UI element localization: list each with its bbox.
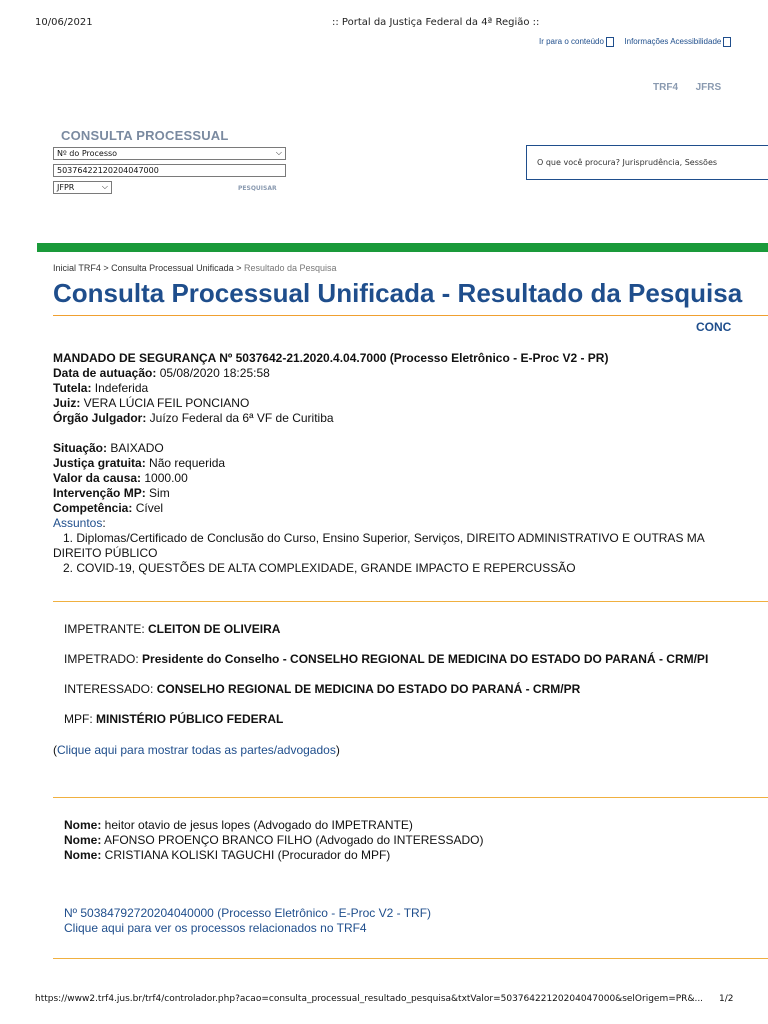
- print-title: :: Portal da Justiça Federal da 4ª Região ::: [332, 17, 540, 28]
- parties-list: [64, 622, 708, 742]
- breadcrumb-sep: >: [100, 263, 112, 273]
- section-rule-1: [53, 601, 768, 602]
- field-value: 05/08/2020 18:25:58: [156, 366, 270, 380]
- nav-trf4[interactable]: TRF4: [653, 82, 678, 93]
- green-divider: [37, 243, 768, 252]
- process-field: [53, 456, 705, 471]
- field-label: Nome:: [64, 818, 102, 832]
- field-label: Intervenção MP:: [53, 486, 146, 500]
- process-field: [53, 486, 705, 501]
- process-field: [53, 381, 705, 396]
- site-search-placeholder: O que você procura? Jurisprudência, Sessões: [537, 158, 718, 167]
- assuntos-heading: [53, 516, 705, 531]
- section-rule-2: [53, 797, 768, 798]
- print-footer-page: 1/2: [719, 994, 734, 1004]
- lawyer-row: [64, 848, 483, 863]
- process-number-value: 50376422120204047000: [57, 166, 159, 175]
- key-1-badge: [606, 37, 614, 47]
- process-fields-2: [53, 441, 705, 516]
- field-label: Competência:: [53, 501, 133, 515]
- field-value: heitor otavio de jesus lopes (Advogado do IMPETRANTE): [101, 818, 413, 832]
- section-rule-3: [53, 958, 768, 959]
- process-field: [53, 441, 705, 456]
- party-name: MINISTÉRIO PÚBLICO FEDERAL: [96, 712, 284, 726]
- paren-open: (: [53, 743, 57, 757]
- field-label: Situação:: [53, 441, 108, 455]
- breadcrumb-current: Resultado da Pesquisa: [243, 263, 337, 273]
- lawyer-row: [64, 833, 483, 848]
- page-title: Consulta Processual Unificada - Resultado da Pesquisa: [53, 278, 743, 308]
- assunto-item: 1. Diplomas/Certificado de Conclusão do Curso, Ensino Superior, Serviços, DIREITO ADMINISTRATIVO E OUTRAS MA: [63, 531, 705, 545]
- party-name: CONSELHO REGIONAL DE MEDICINA DO ESTADO DO PARANÁ - CRM/PR: [156, 682, 581, 696]
- party-row: [64, 712, 708, 742]
- field-label: Nome:: [64, 833, 102, 847]
- related-process-link[interactable]: Nº 50384792720204040000 (Processo Eletrônico - E-Proc V2 - TRF): [64, 906, 432, 920]
- party-role: MPF:: [64, 712, 96, 726]
- party-role: IMPETRANTE:: [64, 622, 149, 636]
- breadcrumb: [53, 263, 337, 273]
- process-field: [53, 411, 705, 426]
- party-row: [64, 682, 708, 712]
- field-label: Nome:: [64, 848, 102, 862]
- related-section: [64, 906, 431, 936]
- process-details: [53, 351, 705, 576]
- search-type-select[interactable]: [53, 147, 286, 160]
- field-label: Órgão Julgador:: [53, 411, 147, 425]
- party-name: Presidente do Conselho - CONSELHO REGIONAL DE MEDICINA DO ESTADO DO PARANÁ - CRM/PI: [142, 652, 709, 666]
- process-field: [53, 471, 705, 486]
- paren-close: ): [335, 743, 340, 757]
- breadcrumb-sep: >: [233, 263, 244, 273]
- key-2-badge: [723, 37, 731, 47]
- field-value: 1000.00: [141, 471, 188, 485]
- print-footer-url: https://www2.trf4.jus.br/trf4/controlador.php?acao=consulta_processual_resultado_pesquisa&txtValor=50376422120204047000&selOrigem=PR&...: [35, 994, 703, 1004]
- show-all-parties-link[interactable]: Clique aqui para mostrar todas as partes/advogados: [57, 743, 336, 757]
- site-search-input[interactable]: [526, 145, 768, 180]
- party-row: [64, 622, 708, 652]
- field-label: Tutela:: [53, 381, 92, 395]
- chevron-down-icon: ⌵: [275, 148, 282, 157]
- related-processes-link[interactable]: Clique aqui para ver os processos relacionados no TRF4: [64, 921, 367, 935]
- title-rule: [53, 315, 768, 316]
- field-label: Data de autuação:: [53, 366, 157, 380]
- field-value: CRISTIANA KOLISKI TAGUCHI (Procurador do MPF): [101, 848, 391, 862]
- consulta-title: CONSULTA PROCESSUAL: [61, 128, 229, 143]
- assuntos-list: [53, 531, 705, 576]
- field-value: AFONSO PROENÇO BRANCO FILHO (Advogado do INTERESSADO): [101, 833, 484, 847]
- origin-value: JFPR: [57, 183, 75, 192]
- nav-jfrs[interactable]: JFRS: [695, 82, 722, 93]
- party-name: CLEITON DE OLIVEIRA: [148, 622, 281, 636]
- process-header: MANDADO DE SEGURANÇA Nº 5037642-21.2020.4.04.7000 (Processo Eletrônico - E-Proc V2 - PR): [53, 351, 609, 365]
- party-row: [64, 652, 708, 682]
- origin-select[interactable]: [53, 181, 112, 194]
- print-date: 10/06/2021: [35, 17, 93, 28]
- search-submit-button[interactable]: PESQUISAR: [238, 185, 277, 192]
- field-label: Valor da causa:: [53, 471, 142, 485]
- party-role: INTERESSADO:: [64, 682, 157, 696]
- assuntos-colon: :: [102, 516, 106, 530]
- field-value: Não requerida: [145, 456, 226, 470]
- field-value: Juízo Federal da 6ª VF de Curitiba: [146, 411, 334, 425]
- party-role: IMPETRADO:: [64, 652, 143, 666]
- search-type-value: Nº do Processo: [57, 149, 118, 158]
- process-field: [53, 501, 705, 516]
- field-label: Justiça gratuita:: [53, 456, 146, 470]
- breadcrumb-home[interactable]: Inicial TRF4: [53, 263, 101, 273]
- assuntos-link[interactable]: Assuntos: [53, 516, 103, 530]
- lawyers-list: [64, 818, 483, 863]
- field-label: Juiz:: [53, 396, 81, 410]
- accessibility-link[interactable]: Informações Acessibilidade: [624, 37, 722, 47]
- field-value: BAIXADO: [107, 441, 164, 455]
- skip-to-content-link[interactable]: Ir para o conteúdo: [539, 37, 604, 47]
- field-value: Sim: [145, 486, 170, 500]
- field-value: Indeferida: [91, 381, 149, 395]
- process-field: [53, 366, 705, 381]
- right-link[interactable]: CONC: [696, 320, 732, 334]
- process-fields-1: [53, 366, 705, 426]
- process-field: [53, 396, 705, 411]
- breadcrumb-section[interactable]: Consulta Processual Unificada: [111, 263, 234, 273]
- assunto-item: DIREITO PÚBLICO: [53, 546, 158, 560]
- field-value: VERA LÚCIA FEIL PONCIANO: [80, 396, 250, 410]
- assunto-item: 2. COVID-19, QUESTÕES DE ALTA COMPLEXIDADE, GRANDE IMPACTO E REPERCUSSÃO: [63, 561, 576, 575]
- chevron-down-icon: ⌵: [101, 182, 108, 191]
- show-all-parties: [53, 743, 340, 758]
- process-number-input[interactable]: [53, 164, 286, 177]
- top-links: [539, 37, 731, 47]
- top-nav: [653, 82, 721, 93]
- field-value: Cível: [132, 501, 164, 515]
- lawyer-row: [64, 818, 483, 833]
